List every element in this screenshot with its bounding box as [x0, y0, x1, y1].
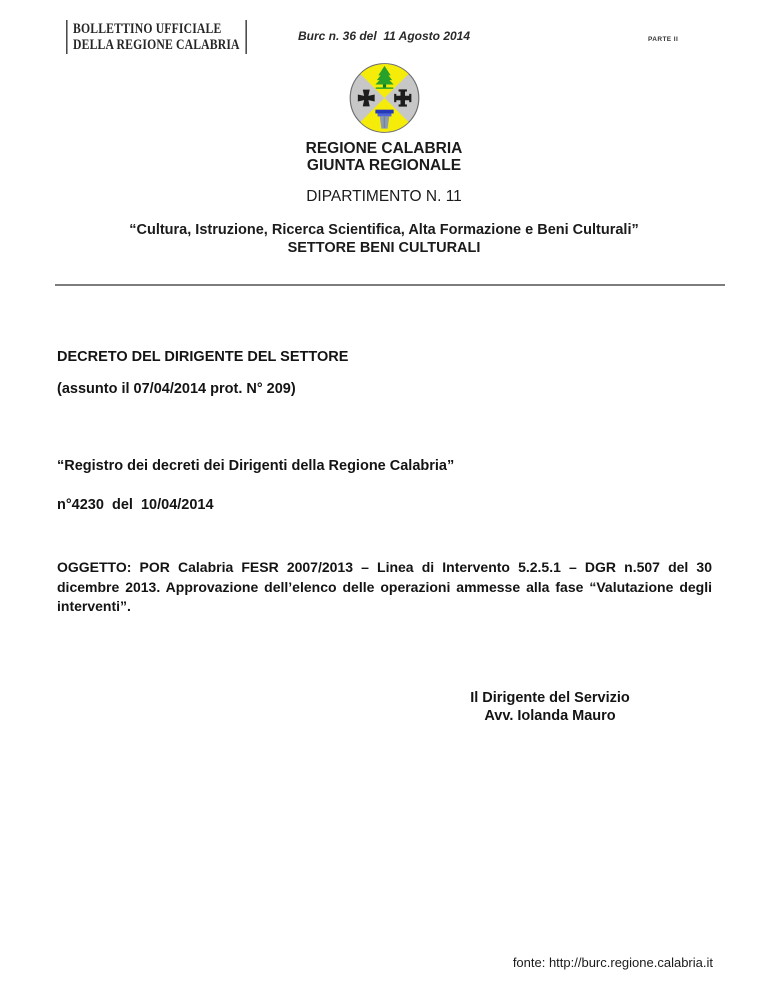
- separator-rule: [55, 284, 725, 286]
- department-title: “Cultura, Istruzione, Ricerca Scientifica, Alta Formazione e Beni Culturali”: [129, 222, 639, 238]
- department-label: DIPARTIMENTO N. 11: [306, 188, 462, 205]
- org-name: [0, 140, 768, 174]
- decree-registry: “Registro dei decreti dei Dirigenti della Regione Calabria”: [57, 458, 455, 474]
- part-label: PARTE II: [648, 36, 679, 43]
- calabria-coat-of-arms-icon: [348, 61, 421, 135]
- decree-adoption: (assunto il 07/04/2014 prot. N° 209): [57, 381, 296, 397]
- signature-name: Avv. Iolanda Mauro: [484, 707, 616, 724]
- masthead-line1: BOLLETTINO UFFICIALE: [73, 21, 222, 37]
- decree-heading: DECRETO DEL DIRIGENTE DEL SETTORE: [57, 349, 349, 365]
- region-name: REGIONE CALABRIA: [305, 140, 463, 157]
- masthead-line2: DELLA REGIONE CALABRIA: [73, 37, 240, 53]
- signature-block: [400, 690, 700, 725]
- signature-role: Il Dirigente del Servizio: [470, 690, 630, 706]
- giunta-name: GIUNTA REGIONALE: [306, 157, 462, 174]
- source-footer: fonte: http://burc.regione.calabria.it: [512, 955, 713, 970]
- decree-number: n°4230 del 10/04/2014: [57, 497, 214, 513]
- coat-of-arms-svg: [348, 61, 421, 135]
- issue-label: Burc n. 36 del 11 Agosto 2014: [297, 29, 471, 43]
- department-title-block: [0, 221, 768, 257]
- decree-subject: OGGETTO: POR Calabria FESR 2007/2013 – Linea di Intervento 5.2.5.1 – DGR n.507 del 30 dicembre 2013. Approvazione dell’elenco delle operazioni ammesse alla fase “Valutazione degli interventi”.: [57, 559, 712, 614]
- sector-label: SETTORE BENI CULTURALI: [287, 240, 481, 256]
